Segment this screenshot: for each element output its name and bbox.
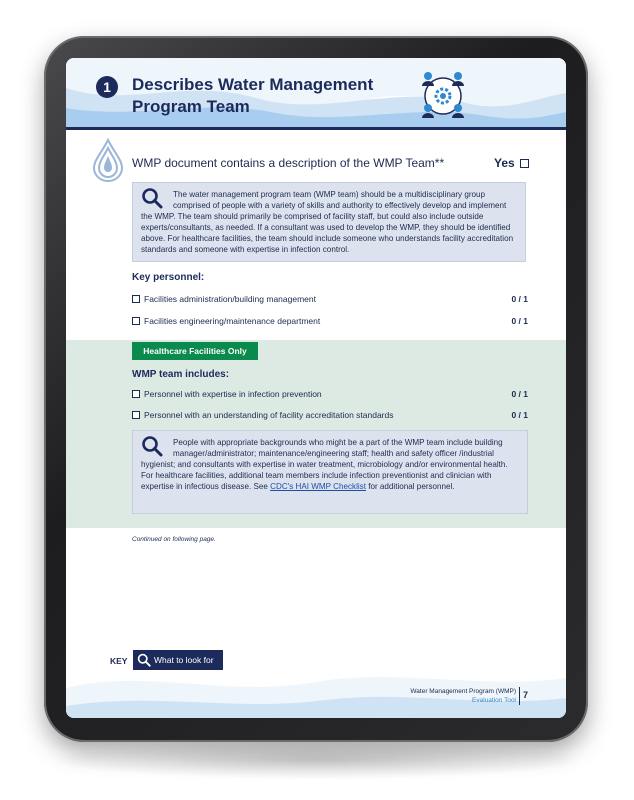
yes-checkbox[interactable] [520,159,529,168]
checklist-item[interactable] [132,294,528,304]
yes-label: Yes [494,156,515,170]
healthcare-tag: Healthcare Facilities Only [132,342,258,360]
checklist-item-label: Facilities administration/building management [144,294,316,304]
footer-doc-title: Water Management Program (WMP) [410,688,516,695]
checklist-item-score: 0 / 1 [511,294,528,304]
tablet-shadow [48,740,586,780]
checkbox-icon[interactable] [132,411,140,419]
guidance-text-end: for additional personnel. [365,482,455,491]
checklist-item[interactable] [132,316,528,326]
guidance-box-personnel [132,430,528,514]
water-drop-icon [90,138,126,182]
magnifier-icon [141,435,163,457]
checklist-item-score: 0 / 1 [511,389,528,399]
magnifier-icon [137,653,151,667]
checklist-item[interactable] [132,410,528,420]
criterion-question: WMP document contains a description of the WMP Team** [132,156,445,170]
guidance-text: People with appropriate backgrounds who might be a part of the WMP team include building manager/administrator; maintenance/engineering staff; health and safety officer /industrial hygienist; and consultants with expertise in water treatment, microbiology and/or environmental health. For healthcare facilities, additional team members include infection preventionist and clinician with expertise in infectious disease. See [141,438,508,491]
guidance-box-team [132,182,526,262]
checkbox-icon[interactable] [132,317,140,325]
key-personnel-heading: Key personnel: [132,272,205,283]
guidance-text: The water management program team (WMP team) should be a multidisciplinary group comprised of people with a variety of skills and authority to effectively develop and implement the WMP. The team should primarily be comprised of facility staff, but could also include outside experts/consultants, as needed. If a consultant was used to develop the WMP, they should be identified above. For healthcare facilities, the team should include someone who understands facility accreditation standards and someone with expertise in infection control. [141,190,514,254]
section-number-badge: 1 [96,76,118,98]
checklist-item-score: 0 / 1 [511,316,528,326]
checklist-item-score: 0 / 1 [511,410,528,420]
header-rule [66,127,566,130]
cdc-checklist-link[interactable]: CDC's HAI WMP Checklist [270,482,366,491]
checklist-item-label: Personnel with expertise in infection prevention [144,389,322,399]
footer-doc-subtitle: Evaluation Tool [472,697,516,704]
footer-title [316,687,516,705]
checkbox-icon[interactable] [132,390,140,398]
page-number: 7 [523,690,529,700]
checklist-item-label: Personnel with an understanding of facility accreditation standards [144,410,394,420]
magnifier-icon [141,187,163,209]
page-title: Describes Water Management Program Team [132,75,374,116]
yes-checkbox-group[interactable] [494,156,529,170]
document-page [66,58,566,718]
key-button-label: What to look for [154,655,214,665]
team-gear-icon [418,66,468,122]
checkbox-icon[interactable] [132,295,140,303]
key-label: KEY [110,656,128,666]
checklist-item[interactable] [132,389,528,399]
footer-divider [519,687,520,705]
checklist-item-label: Facilities engineering/maintenance department [144,316,321,326]
wmp-team-heading: WMP team includes: [132,369,230,380]
what-to-look-for-key [133,650,223,670]
continued-note: Continued on following page. [132,536,216,543]
page-header [66,58,566,130]
